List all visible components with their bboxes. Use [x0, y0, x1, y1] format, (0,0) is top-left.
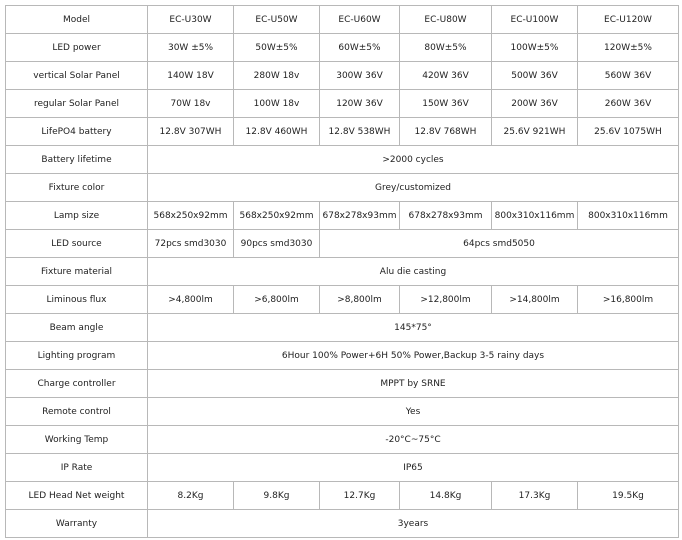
row-label: Liminous flux	[6, 286, 148, 314]
table-row	[6, 482, 679, 510]
table-cell: 800x310x116mm	[578, 202, 679, 230]
table-cell: 300W 36V	[320, 62, 400, 90]
row-label: vertical Solar Panel	[6, 62, 148, 90]
table-cell: 64pcs smd5050	[320, 230, 679, 258]
table-row	[6, 426, 679, 454]
table-cell: 70W 18v	[148, 90, 234, 118]
table-cell: 12.8V 768WH	[400, 118, 492, 146]
table-cell: 60W±5%	[320, 34, 400, 62]
table-cell: -20°C~75°C	[148, 426, 679, 454]
table-cell: 568x250x92mm	[234, 202, 320, 230]
table-cell: >16,800lm	[578, 286, 679, 314]
table-cell: 12.7Kg	[320, 482, 400, 510]
table-cell: 150W 36V	[400, 90, 492, 118]
row-label: LED power	[6, 34, 148, 62]
table-cell: 25.6V 921WH	[492, 118, 578, 146]
table-cell: 19.5Kg	[578, 482, 679, 510]
spec-table-body	[6, 6, 679, 538]
table-cell: 6Hour 100% Power+6H 50% Power,Backup 3-5 rainy days	[148, 342, 679, 370]
table-row	[6, 34, 679, 62]
table-row	[6, 342, 679, 370]
table-cell: EC-U30W	[148, 6, 234, 34]
table-cell: 500W 36V	[492, 62, 578, 90]
row-label: Charge controller	[6, 370, 148, 398]
table-cell: 25.6V 1075WH	[578, 118, 679, 146]
table-cell: 145*75°	[148, 314, 679, 342]
table-cell: 120W 36V	[320, 90, 400, 118]
table-row	[6, 146, 679, 174]
table-cell: 568x250x92mm	[148, 202, 234, 230]
table-cell: 560W 36V	[578, 62, 679, 90]
table-cell: 120W±5%	[578, 34, 679, 62]
table-cell: 50W±5%	[234, 34, 320, 62]
table-row	[6, 62, 679, 90]
table-row	[6, 6, 679, 34]
table-cell: 420W 36V	[400, 62, 492, 90]
table-cell: >8,800lm	[320, 286, 400, 314]
table-cell: Grey/customized	[148, 174, 679, 202]
table-cell: 30W ±5%	[148, 34, 234, 62]
table-cell: >12,800lm	[400, 286, 492, 314]
table-cell: EC-U80W	[400, 6, 492, 34]
row-label: Lamp size	[6, 202, 148, 230]
table-cell: 260W 36V	[578, 90, 679, 118]
row-label: LED Head Net weight	[6, 482, 148, 510]
table-cell: 678x278x93mm	[320, 202, 400, 230]
row-label: Remote control	[6, 398, 148, 426]
table-row	[6, 90, 679, 118]
table-row	[6, 510, 679, 538]
table-cell: EC-U120W	[578, 6, 679, 34]
row-label: Model	[6, 6, 148, 34]
table-cell: 14.8Kg	[400, 482, 492, 510]
table-row	[6, 230, 679, 258]
table-cell: 140W 18V	[148, 62, 234, 90]
table-cell: 12.8V 538WH	[320, 118, 400, 146]
row-label: Fixture material	[6, 258, 148, 286]
table-cell: 280W 18v	[234, 62, 320, 90]
row-label: LifePO4 battery	[6, 118, 148, 146]
table-cell: 100W 18v	[234, 90, 320, 118]
table-cell: 12.8V 307WH	[148, 118, 234, 146]
table-cell: 90pcs smd3030	[234, 230, 320, 258]
table-cell: Yes	[148, 398, 679, 426]
table-cell: 8.2Kg	[148, 482, 234, 510]
row-label: Beam angle	[6, 314, 148, 342]
table-cell: 200W 36V	[492, 90, 578, 118]
table-row	[6, 454, 679, 482]
table-row	[6, 370, 679, 398]
table-row	[6, 258, 679, 286]
table-cell: 80W±5%	[400, 34, 492, 62]
table-cell: >6,800lm	[234, 286, 320, 314]
table-cell: 9.8Kg	[234, 482, 320, 510]
row-label: Lighting program	[6, 342, 148, 370]
table-cell: MPPT by SRNE	[148, 370, 679, 398]
table-cell: EC-U50W	[234, 6, 320, 34]
table-row	[6, 398, 679, 426]
table-cell: >2000 cycles	[148, 146, 679, 174]
table-cell: EC-U60W	[320, 6, 400, 34]
table-cell: 800x310x116mm	[492, 202, 578, 230]
table-row	[6, 202, 679, 230]
table-row	[6, 118, 679, 146]
table-row	[6, 314, 679, 342]
row-label: IP Rate	[6, 454, 148, 482]
table-cell: 72pcs smd3030	[148, 230, 234, 258]
row-label: Fixture color	[6, 174, 148, 202]
table-cell: >4,800lm	[148, 286, 234, 314]
table-row	[6, 174, 679, 202]
spec-table-container	[5, 5, 679, 538]
row-label: regular Solar Panel	[6, 90, 148, 118]
spec-table	[5, 5, 679, 538]
table-cell: Alu die casting	[148, 258, 679, 286]
table-cell: 100W±5%	[492, 34, 578, 62]
row-label: Battery lifetime	[6, 146, 148, 174]
table-cell: IP65	[148, 454, 679, 482]
table-cell: EC-U100W	[492, 6, 578, 34]
table-cell: 678x278x93mm	[400, 202, 492, 230]
table-cell: >14,800lm	[492, 286, 578, 314]
row-label: Working Temp	[6, 426, 148, 454]
table-cell: 12.8V 460WH	[234, 118, 320, 146]
table-cell: 3years	[148, 510, 679, 538]
row-label: LED source	[6, 230, 148, 258]
table-cell: 17.3Kg	[492, 482, 578, 510]
row-label: Warranty	[6, 510, 148, 538]
table-row	[6, 286, 679, 314]
